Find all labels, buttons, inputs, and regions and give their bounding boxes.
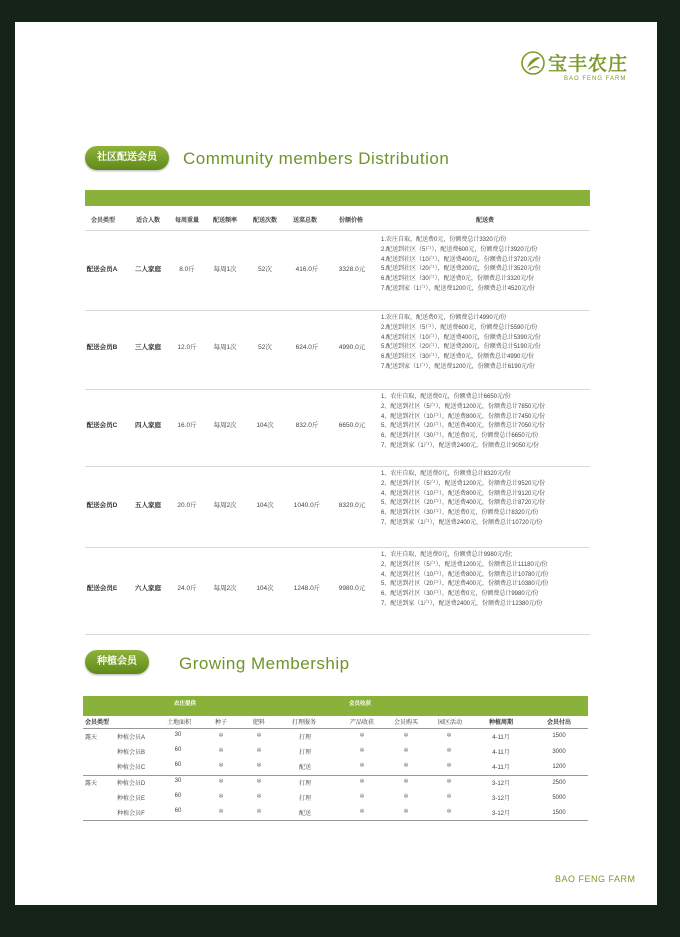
g-header-service: 打理服务 [291,720,316,726]
g2-row1-area: 30 [174,778,182,784]
fee-line: 1.农庄自取，配送费0元，份额费总计3320元/份 [381,237,507,243]
g1-row2-period: 4-11月 [492,750,510,756]
g2-row3-pay: 1500 [552,810,566,816]
fertilizer-mark-icon: ✻ [256,733,262,739]
row-c-fees [381,393,545,452]
g-header-pay: 会员付出 [546,720,571,726]
row-b-type: 配送会员B [86,344,118,351]
seed-mark-icon: ✻ [218,809,224,815]
g1-row1-pay: 1500 [552,733,566,739]
row-e-fees [381,551,548,610]
fee-line: 7、配送到家（1户），配送费2400元，份额费总计10720元/份 [381,519,543,526]
fee-line: 4、配送到社区（10户），配送费800元，份额费总计9120元/份 [381,490,546,497]
g-header-purchase: 会员购买 [393,720,418,726]
row-a-times: 52次 [258,266,272,273]
col-header-price: 份额价格 [338,218,363,224]
purchase-mark-icon: ✻ [403,733,409,739]
row-a-weight: 8.0斤 [179,266,195,273]
purchase-mark-icon: ✻ [403,763,409,769]
leaf-logo-icon [520,50,546,76]
fertilizer-mark-icon: ✻ [256,763,262,769]
col-header-people: 适合人数 [135,218,160,224]
fee-line: 4、配送到社区（10户），配送费800元，份额费总计10780元/份 [381,571,549,578]
g2-row3-service: 配送 [298,811,311,817]
g-header-rule [83,728,588,729]
row-e-total: 1248.0斤 [293,585,321,592]
row-e-people: 六人家庭 [135,585,161,592]
row-rule [85,466,590,467]
seed-mark-icon: ✻ [218,733,224,739]
activity-mark-icon: ✻ [446,809,452,815]
row-c-freq: 每周2次 [213,422,237,429]
row-b-weight: 12.0斤 [177,344,197,351]
g1-row3-name: 种植会员C [116,765,146,771]
g2-row3-name: 种植会员F [117,811,145,817]
g-header-activity: 园区活动 [437,720,462,726]
row-d-freq: 每周2次 [213,502,237,509]
row-a-total: 416.0斤 [295,266,319,273]
row-rule [85,389,590,390]
brochure-page [15,22,657,905]
activity-mark-icon: ✻ [446,763,452,769]
harvest-mark-icon: ✻ [359,733,365,739]
row-d-total: 1040.0斤 [293,502,321,509]
g-header-area: 土地面积 [166,720,191,726]
seed-mark-icon: ✻ [218,779,224,785]
fertilizer-mark-icon: ✻ [256,794,262,800]
g2-row3-area: 60 [174,808,182,814]
fee-line: 7、配送到家（1户），配送费2400元，份额费总计12380元/份 [381,600,543,607]
growing-badge: 种植会员 [85,650,149,674]
col-header-fee: 配送费 [475,218,494,224]
g2-row2-pay: 5000 [552,795,566,801]
purchase-mark-icon: ✻ [403,779,409,785]
row-b-fees [381,314,541,373]
fee-line: 6、配送到社区（30户），配送费0元，份额费总计6650元/份 [381,433,539,440]
brand-name-en: BAO FENG FARM [564,76,627,82]
fee-line: 4、配送到社区（10户），配送费800元，份额费总计7450元/份 [381,413,546,420]
g2-label: 露天 [84,781,97,787]
row-a-type: 配送会员A [86,266,118,273]
g-header-period: 种植周期 [488,720,513,726]
fertilizer-mark-icon: ✻ [256,748,262,754]
col-header-total: 送菜总数 [292,218,317,224]
harvest-mark-icon: ✻ [359,779,365,785]
fee-line: 5、配送到社区（20户），配送费400元，份额费总计7050元/份 [381,423,546,430]
g2-row2-name: 种植会员E [116,796,145,802]
activity-mark-icon: ✻ [446,748,452,754]
row-c-weight: 16.0斤 [177,422,197,429]
fee-line: 2.配送到社区（5户），配送费600元，份额费总计3920元/份 [381,246,538,253]
row-rule [85,547,590,548]
fertilizer-mark-icon: ✻ [256,809,262,815]
g1-row2-area: 60 [174,747,182,753]
row-b-price: 4990.0元 [338,344,366,351]
g1-row2-service: 打理 [298,750,311,756]
fee-line: 7.配送到家（1户），配送费1200元，份额费总计4520元/份 [381,285,535,292]
row-e-times: 104次 [256,585,274,592]
g2-row2-service: 打理 [298,796,311,802]
fee-line: 2、配送到社区（5户），配送费1200元，份额费总计11180元/份 [381,561,548,568]
g2-row1-period: 3-12月 [491,781,510,787]
group-farm-label: 农庄提供 [173,701,196,707]
g-group-rule [83,775,588,776]
g1-row1-period: 4-11月 [492,735,510,741]
g1-row3-area: 60 [174,762,182,768]
row-c-type: 配送会员C [86,422,118,429]
g2-row2-area: 60 [174,793,182,799]
g2-row1-service: 打理 [298,781,311,787]
purchase-mark-icon: ✻ [403,794,409,800]
row-b-total: 624.0斤 [295,344,319,351]
fee-line: 1、农庄自取，配送费0元，份额费总计8320元/份 [381,471,511,477]
g1-row3-period: 4-11月 [492,765,510,771]
brand-name-cn: 宝丰农庄 [548,54,629,75]
fertilizer-mark-icon: ✻ [256,779,262,785]
harvest-mark-icon: ✻ [359,748,365,754]
g-header-fertilizer: 肥料 [252,720,265,726]
table-bottom-rule [85,634,590,635]
harvest-mark-icon: ✻ [359,763,365,769]
row-d-times: 104次 [256,502,274,509]
fee-line: 2.配送到社区（5户），配送费600元，份额费总计5590元/份 [381,324,538,331]
col-header-freq: 配送频率 [212,218,237,224]
g2-row2-period: 3-12月 [491,796,510,802]
g1-label: 露天 [84,735,97,741]
row-c-price: 6650.0元 [338,422,366,429]
fee-line: 7.配送到家（1户），配送费1200元，份额费总计6190元/份 [381,363,535,370]
row-b-times: 52次 [258,344,272,351]
row-d-people: 五人家庭 [135,502,161,509]
row-d-weight: 20.0斤 [177,502,197,509]
fee-line: 2、配送到社区（5户），配送费1200元，份额费总计9520元/份 [381,480,546,487]
community-title: Community members Distribution [183,149,450,168]
g1-row1-service: 打理 [298,735,311,741]
fee-line: 7、配送到家（1户），配送费2400元，份额费总计9050元/份 [381,442,540,449]
col-header-times: 配送次数 [252,218,277,224]
activity-mark-icon: ✻ [446,779,452,785]
fee-line: 5.配送到社区（20户），配送费200元，份额费总计3520元/份 [381,266,541,273]
col-header-weight: 每周重量 [174,218,199,224]
g1-row1-area: 30 [174,732,182,738]
row-c-times: 104次 [256,422,274,429]
fee-line: 5、配送到社区（20户），配送费400元，份额费总计10380元/份 [381,581,549,588]
fee-line: 6.配送到社区（30户），配送费0元，份额费总计3320元/份 [381,276,535,283]
row-b-freq: 每周1次 [213,344,237,351]
g1-row3-pay: 1200 [552,764,566,770]
row-d-type: 配送会员D [86,502,118,509]
row-d-fees [381,470,545,529]
g2-row3-period: 3-12月 [491,811,510,817]
row-c-total: 832.0斤 [295,422,319,429]
fee-line: 4.配送到社区（10户），配送费400元，份额费总计5390元/份 [381,334,541,341]
seed-mark-icon: ✻ [218,748,224,754]
brand-logo [520,50,640,90]
fee-line: 1、农庄自取，配送费0元，份额费总计9980元/份; [381,552,513,558]
g-header-type: 会员类型 [84,720,109,726]
fee-line: 1.农庄自取，配送费0元，份额费总计4990元/份 [381,315,507,321]
header-rule [85,230,590,231]
row-a-price: 3328.0元 [338,266,366,273]
g2-row1-name: 种植会员D [116,781,146,787]
g-header-seed: 种子 [214,720,227,726]
seed-mark-icon: ✻ [218,794,224,800]
row-e-price: 9980.0元 [338,585,366,592]
col-header-type: 会员类型 [90,218,115,224]
row-d-price: 8320.0元 [338,502,366,509]
row-b-people: 三人家庭 [135,344,161,351]
purchase-mark-icon: ✻ [403,809,409,815]
fee-line: 5.配送到社区（20户），配送费200元，份额费总计5190元/份 [381,344,541,351]
g1-row1-name: 种植会员A [116,735,145,741]
community-header-bar [85,190,590,206]
fee-line: 1、农庄自取，配送费0元，份额费总计6650元/份 [381,394,511,400]
fee-line: 5、配送到社区（20户），配送费400元，份额费总计8720元/份 [381,500,546,507]
harvest-mark-icon: ✻ [359,794,365,800]
fee-line: 6.配送到社区（30户），配送费0元，份额费总计4990元/份 [381,354,535,361]
g-header-harvest: 产品收获 [349,720,374,726]
fee-line: 2、配送到社区（5户），配送费1200元，份额费总计7850元/份 [381,403,546,410]
row-rule [85,310,590,311]
row-c-people: 四人家庭 [135,422,161,429]
activity-mark-icon: ✻ [446,794,452,800]
activity-mark-icon: ✻ [446,733,452,739]
row-a-fees [381,236,541,295]
row-a-freq: 每周1次 [213,266,237,273]
g1-row2-name: 种植会员B [116,750,145,756]
row-e-weight: 24.0斤 [177,585,197,592]
row-a-people: 二人家庭 [135,266,161,273]
purchase-mark-icon: ✻ [403,748,409,754]
seed-mark-icon: ✻ [218,763,224,769]
row-e-freq: 每周2次 [213,585,237,592]
footer-brand: BAO FENG FARM [555,874,636,884]
row-e-type: 配送会员E [86,585,118,592]
group-member-label: 会员收获 [348,701,371,707]
g-bottom-rule [83,820,588,821]
growing-title: Growing Membership [179,654,350,673]
community-badge: 社区配送会员 [85,146,169,170]
fee-line: 6、配送到社区（30户），配送费0元，份额费总计9980元/份 [381,591,539,598]
g2-row1-pay: 2500 [552,780,566,786]
g1-row2-pay: 3000 [552,749,566,755]
harvest-mark-icon: ✻ [359,809,365,815]
fee-line: 6、配送到社区（30户），配送费0元，份额费总计8320元/份 [381,510,539,517]
fee-line: 4.配送到社区（10户），配送费400元，份额费总计3720元/份 [381,256,541,263]
g1-row3-service: 配送 [298,765,311,771]
